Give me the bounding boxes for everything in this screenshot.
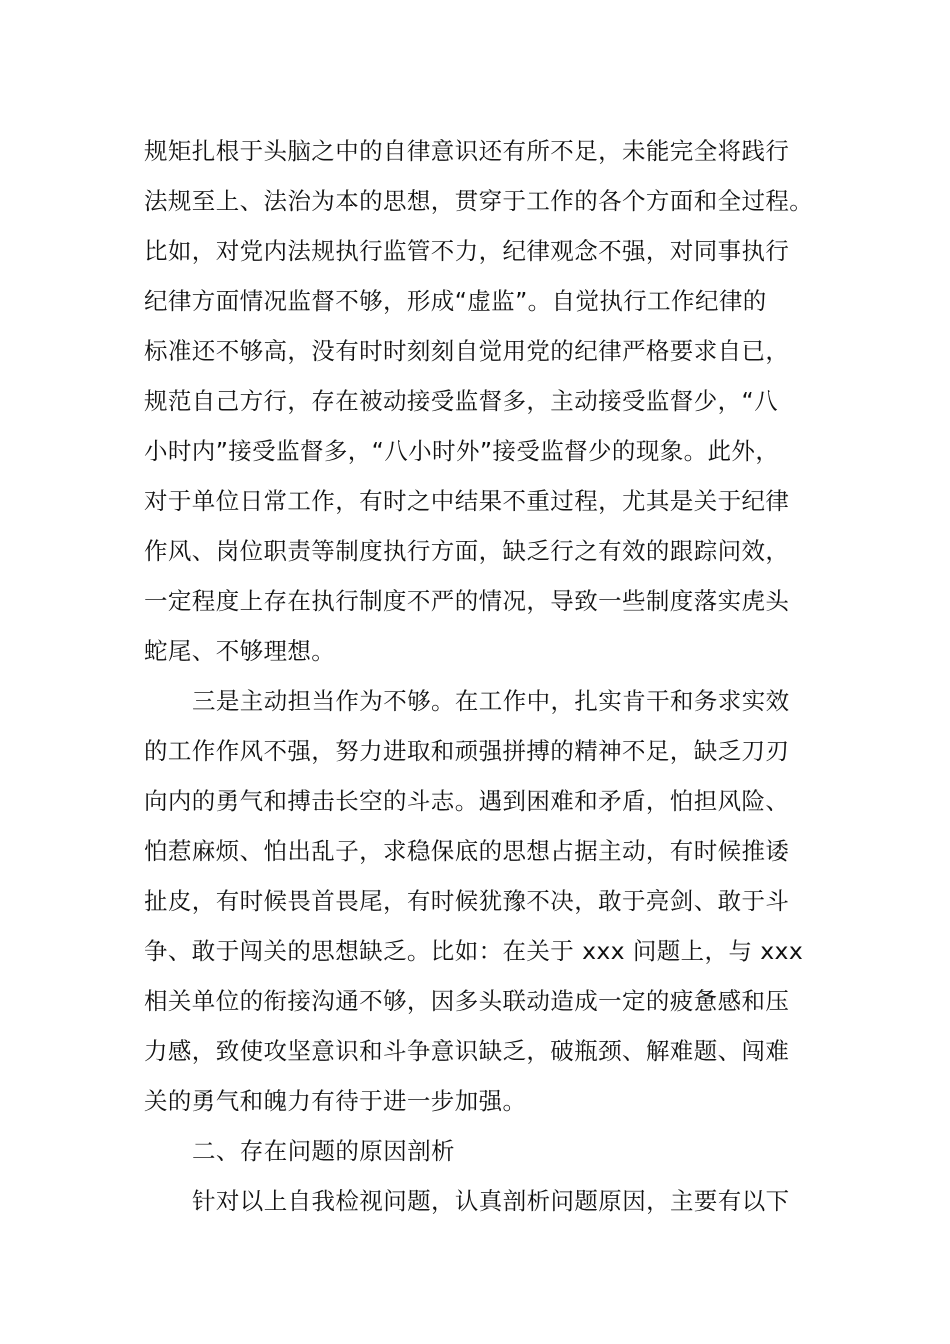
text-line: 规范自己方行，存在被动接受监督多，主动接受监督少，“八: [144, 387, 778, 415]
text-line: 关的勇气和魄力有待于进一步加强。: [144, 1087, 527, 1115]
text-line: 对于单位日常工作，有时之中结果不重过程，尤其是关于纪律: [144, 487, 790, 515]
text-line: 一定程度上存在执行制度不严的情况，导致一些制度落实虎头: [144, 587, 790, 615]
body-text: [144, 126, 814, 1226]
text-line: 法规至上、法治为本的思想，贯穿于工作的各个方面和全过程。: [144, 187, 814, 215]
text-line: 规矩扎根于头脑之中的自律意识还有所不足，未能完全将践行: [144, 137, 790, 165]
text-line: 扯皮，有时候畏首畏尾，有时候犹豫不决，敢于亮剑、敢于斗: [144, 887, 790, 915]
text-line: 相关单位的衔接沟通不够，因多头联动造成一定的疲惫感和压: [144, 987, 790, 1015]
text-line: 纪律方面情况监督不够，形成“虚监”。自觉执行工作纪律的: [144, 287, 767, 315]
paragraph-start-line: 针对以上自我检视问题，认真剖析问题原因，主要有以下: [192, 1187, 790, 1215]
text-line: 向内的勇气和搏击长空的斗志。遇到困难和矛盾，怕担风险、: [144, 787, 790, 815]
text-line: 小时内”接受监督多，“八小时外”接受监督少的现象。此外，: [144, 437, 780, 465]
text-line: 作风、岗位职责等制度执行方面，缺乏行之有效的跟踪问效，: [144, 537, 790, 565]
section-heading: 二、存在问题的原因剖析: [192, 1137, 455, 1165]
text-line: 力感，致使攻坚意识和斗争意识缺乏，破瓶颈、解难题、闯难: [144, 1037, 790, 1065]
text-line: 怕惹麻烦、怕出乱子，求稳保底的思想占据主动，有时候推诿: [144, 837, 790, 865]
paragraph-start-line: 三是主动担当作为不够。在工作中，扎实肯干和务求实效: [192, 687, 790, 715]
text-line: 比如，对党内法规执行监管不力，纪律观念不强，对同事执行: [144, 237, 790, 265]
text-line: 争、敢于闯关的思想缺乏。比如：在关于 xxx 问题上，与 xxx: [144, 937, 804, 965]
text-line: 蛇尾、不够理想。: [144, 637, 336, 665]
text-line: 的工作作风不强，努力进取和顽强拼搏的精神不足，缺乏刀刃: [144, 737, 790, 765]
text-line: 标准还不够高，没有时时刻刻自觉用党的纪律严格要求自已，: [144, 337, 790, 365]
